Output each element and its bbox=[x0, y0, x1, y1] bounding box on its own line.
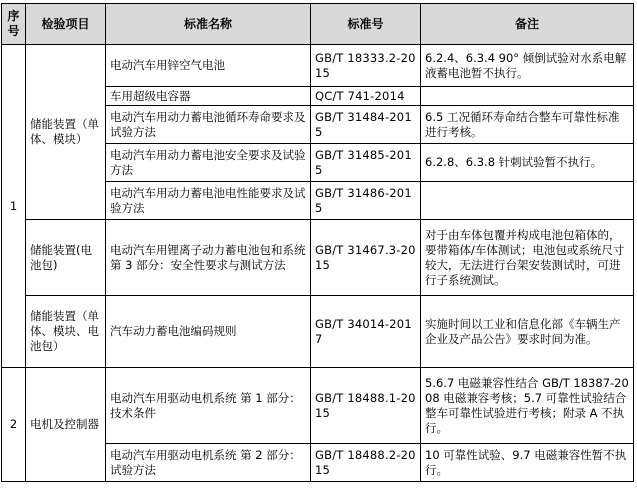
category-cell: 储能装置（单体、模块） bbox=[26, 45, 106, 220]
standard-name: 电动汽车用驱动电机系统 第 1 部分：技术条件 bbox=[106, 368, 311, 444]
category-cell: 储能装置（单体、模块、电池包） bbox=[26, 296, 106, 368]
table-row bbox=[2, 368, 634, 444]
standard-name: 电动汽车用动力蓄电池循环寿命要求及试验方法 bbox=[106, 106, 311, 144]
standard-note bbox=[421, 182, 634, 220]
category-cell: 储能装置(电池包) bbox=[26, 220, 106, 296]
table-row bbox=[2, 220, 634, 296]
standard-note: 5.6.7 电磁兼容性结合 GB/T 18387-2008 电磁兼容考核；5.7 可靠性试验结合整车可靠性试验进行考核；附录 A 不执行。 bbox=[421, 368, 634, 444]
standard-note: 实施时间以工业和信息化部《车辆生产企业及产品公告》要求时间为准。 bbox=[421, 296, 634, 368]
group-seq-1: 1 bbox=[2, 45, 26, 368]
standard-number: GB/T 31484-2015 bbox=[311, 106, 421, 144]
standard-name: 车用超级电容器 bbox=[106, 87, 311, 106]
standard-number: GB/T 18488.1-2015 bbox=[311, 368, 421, 444]
standard-note: 6.2.8、6.3.8 针刺试验暂不执行。 bbox=[421, 144, 634, 182]
standard-name: 电动汽车用锂离子动力蓄电池包和系统第 3 部分：安全性要求与测试方法 bbox=[106, 220, 311, 296]
header-name: 标准名称 bbox=[106, 4, 311, 45]
table-row bbox=[2, 296, 634, 368]
standard-number: GB/T 18333.2-2015 bbox=[311, 45, 421, 87]
standard-name: 电动汽车用动力蓄电池安全要求及试验方法 bbox=[106, 144, 311, 182]
header-row bbox=[2, 4, 634, 45]
standard-note: 6.2.4、6.3.4 90° 倾倒试验对水系电解液蓄电池暂不执行。 bbox=[421, 45, 634, 87]
header-note: 备注 bbox=[421, 4, 634, 45]
group-seq-2: 2 bbox=[2, 368, 26, 482]
table-row bbox=[2, 45, 634, 87]
header-category: 检验项目 bbox=[26, 4, 106, 45]
standard-note: 10 可靠性试验、9.7 电磁兼容性暂不执行。 bbox=[421, 444, 634, 482]
standard-number: GB/T 31467.3-2015 bbox=[311, 220, 421, 296]
standard-name: 电动汽车用动力蓄电池电性能要求及试验方法 bbox=[106, 182, 311, 220]
standard-number: GB/T 34014-2017 bbox=[311, 296, 421, 368]
standard-note: 对于由车体包覆并构成电池包箱体的，要带箱体/车体测试；电池包或系统尺寸较大，无法进行台架安装测试时，可进行子系统测试。 bbox=[421, 220, 634, 296]
category-cell: 电机及控制器 bbox=[26, 368, 106, 482]
header-seq: 序号 bbox=[2, 4, 26, 45]
standard-note bbox=[421, 87, 634, 106]
standard-note: 6.5 工况循环寿命结合整车可靠性标准进行考核。 bbox=[421, 106, 634, 144]
standard-name: 汽车动力蓄电池编码规则 bbox=[106, 296, 311, 368]
standard-name: 电动汽车用锌空气电池 bbox=[106, 45, 311, 87]
standard-number: GB/T 31486-2015 bbox=[311, 182, 421, 220]
standard-number: GB/T 31485-2015 bbox=[311, 144, 421, 182]
header-number: 标准号 bbox=[311, 4, 421, 45]
standard-number: GB/T 18488.2-2015 bbox=[311, 444, 421, 482]
standard-name: 电动汽车用驱动电机系统 第 2 部分：试验方法 bbox=[106, 444, 311, 482]
standards-table bbox=[1, 3, 634, 482]
standard-number: QC/T 741-2014 bbox=[311, 87, 421, 106]
